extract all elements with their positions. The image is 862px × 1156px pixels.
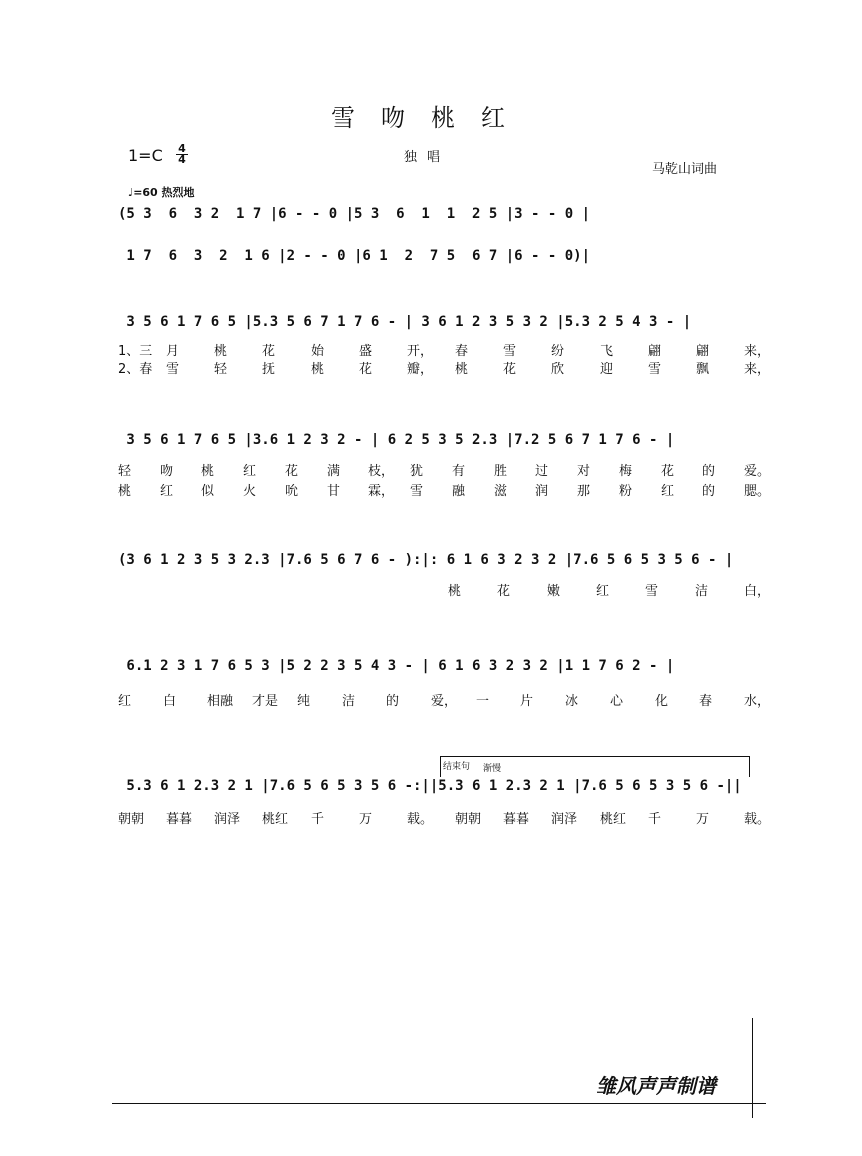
lyric-syllable: 欣	[551, 362, 565, 377]
lyric-syllable: 红	[596, 584, 610, 599]
lyric-syllable: 洁	[695, 584, 709, 599]
lyric-syllable: 白，	[744, 584, 771, 599]
lyric-syllable: 花	[497, 584, 511, 599]
lyric-syllable: 载。	[744, 812, 771, 827]
notes-5: (3 6 1 2 3 5 3 2.3 |7.6 5 6 7 6 - ):|: 6 1 6 3 2 3 2 |7.6 5 6 5 3 5 6 - |	[118, 552, 734, 568]
lyric-syllable: 红	[661, 484, 675, 499]
lyric-syllable: 一	[476, 694, 490, 709]
lyric-syllable: 飞	[600, 344, 614, 359]
footer-vertical-rule	[752, 1018, 753, 1118]
lyric-syllable: 融	[452, 484, 466, 499]
lyric-syllable: 红	[118, 694, 132, 709]
lyric-syllable: 轻	[214, 362, 228, 377]
notes-7: 5.3 6 1 2.3 2 1 |7.6 5 6 5 3 5 6 -:||5.3 6 1 2.3 2 1 |7.6 5 6 5 3 5 6 -||	[118, 778, 742, 794]
lyric-syllable: 梅	[619, 464, 633, 479]
lyric-syllable: 胜	[494, 464, 508, 479]
lyric-syllable: 万	[359, 812, 373, 827]
staff-line-2	[0, 248, 862, 272]
lyric-syllable: 化	[655, 694, 669, 709]
composer-credit: 马乾山词曲	[652, 162, 718, 177]
staff-line-5	[0, 552, 862, 576]
lyric-syllable: 始	[311, 344, 325, 359]
notes-3: 3 5 6 1 7 6 5 |5.3 5 6 7 1 7 6 - | 3 6 1 2 3 5 3 2 |5.3 2 5 4 3 - |	[118, 314, 692, 330]
lyric-syllable: 爱。	[744, 464, 771, 479]
lyric-syllable: 桃	[201, 464, 215, 479]
lyric-syllable: 的	[386, 694, 400, 709]
lyric-syllable: 春	[455, 344, 469, 359]
lyric-syllable: 桃	[448, 584, 462, 599]
genre-label: 独唱	[404, 150, 451, 165]
lyric-syllable: 那	[577, 484, 591, 499]
lyric-syllable: 花	[285, 464, 299, 479]
lyric-syllable: 2、春	[118, 362, 153, 377]
lyric-syllable: 花	[503, 362, 517, 377]
lyric-syllable: 桃红	[600, 812, 627, 827]
time-signature	[176, 144, 188, 165]
lyric-syllable: 桃	[214, 344, 228, 359]
lyric-syllable: 的	[702, 484, 716, 499]
lyric-syllable: 吮	[285, 484, 299, 499]
lyric-syllable: 桃	[455, 362, 469, 377]
lyric-syllable: 枝，	[368, 464, 395, 479]
key-signature: 1=C	[128, 146, 163, 165]
lyric-syllable: 对	[577, 464, 591, 479]
lyric-syllable: 雪	[648, 362, 662, 377]
staff-line-4	[0, 432, 862, 456]
lyric-syllable: 飘	[696, 362, 710, 377]
lyric-syllable: 抚	[262, 362, 276, 377]
notes-1: (5 3 6 3 2 1 7 |6 - - 0 |5 3 6 1 1 2 5 |3 - - 0 |	[118, 206, 591, 222]
lyric-syllable: 吻	[160, 464, 174, 479]
lyric-syllable: 花	[359, 362, 373, 377]
lyric-syllable: 翩	[648, 344, 662, 359]
lyric-syllable: 相融	[207, 694, 234, 709]
lyric-syllable: 桃红	[262, 812, 289, 827]
lyric-syllable: 润泽	[214, 812, 241, 827]
lyric-syllable: 过	[535, 464, 549, 479]
time-bottom: 4	[178, 153, 186, 166]
lyric-syllable: 霖，	[368, 484, 395, 499]
lyric-syllable: 朝朝	[118, 812, 145, 827]
lyric-syllable: 冰	[565, 694, 579, 709]
staff-line-3	[0, 314, 862, 338]
transcriber-credit: 雏风声声制谱	[596, 1074, 716, 1098]
footer-rule	[112, 1103, 766, 1104]
lyric-syllable: 盛	[359, 344, 373, 359]
lyric-syllable: 的	[702, 464, 716, 479]
lyric-syllable: 载。	[407, 812, 434, 827]
lyric-syllable: 满	[327, 464, 341, 479]
ending-label: 结束句	[443, 762, 471, 772]
lyric-syllable: 万	[696, 812, 710, 827]
tempo-marking: ♩=60 热烈地	[128, 186, 195, 199]
lyric-syllable: 花	[661, 464, 675, 479]
lyric-syllable: 腮。	[744, 484, 771, 499]
lyric-syllable: 春	[699, 694, 713, 709]
staff-line-7	[0, 778, 862, 802]
lyric-syllable: 润泽	[551, 812, 578, 827]
lyric-syllable: 滋	[494, 484, 508, 499]
lyric-syllable: 1、三	[118, 344, 153, 359]
lyric-syllable: 轻	[118, 464, 132, 479]
ending-bracket	[440, 756, 750, 777]
notes-4: 3 5 6 1 7 6 5 |3.6 1 2 3 2 - | 6 2 5 3 5 2.3 |7.2 5 6 7 1 7 6 - |	[118, 432, 675, 448]
lyric-syllable: 火	[243, 484, 257, 499]
lyric-syllable: 开，	[407, 344, 434, 359]
lyric-syllable: 雪	[410, 484, 424, 499]
lyric-syllable: 雪	[645, 584, 659, 599]
notes-2: 1 7 6 3 2 1 6 |2 - - 0 |6 1 2 7 5 6 7 |6 - - 0)|	[118, 248, 591, 264]
lyric-syllable: 雪	[166, 362, 180, 377]
lyric-syllable: 白	[163, 694, 177, 709]
lyric-syllable: 纯	[297, 694, 311, 709]
lyric-syllable: 朝朝	[455, 812, 482, 827]
lyric-syllable: 润	[535, 484, 549, 499]
lyric-syllable: 花	[262, 344, 276, 359]
lyric-syllable: 嫩	[547, 584, 561, 599]
lyric-syllable: 来，	[744, 344, 771, 359]
staff-line-6	[0, 658, 862, 682]
lyric-syllable: 桃	[311, 362, 325, 377]
lyric-syllable: 瓣，	[407, 362, 434, 377]
page-title: 雪吻桃红	[331, 104, 531, 132]
lyric-syllable: 红	[160, 484, 174, 499]
lyric-syllable: 桃	[118, 484, 132, 499]
notes-6: 6.1 2 3 1 7 6 5 3 |5 2 2 3 5 4 3 - | 6 1 6 3 2 3 2 |1 1 7 6 2 - |	[118, 658, 675, 674]
lyric-syllable: 千	[648, 812, 662, 827]
lyric-syllable: 雪	[503, 344, 517, 359]
lyric-syllable: 暮暮	[166, 812, 193, 827]
slowing-label: 渐慢	[483, 764, 502, 774]
lyric-syllable: 翩	[696, 344, 710, 359]
lyric-syllable: 片	[520, 694, 534, 709]
lyric-syllable: 犹	[410, 464, 424, 479]
lyric-syllable: 洁	[342, 694, 356, 709]
lyric-syllable: 粉	[619, 484, 633, 499]
lyric-syllable: 有	[452, 464, 466, 479]
staff-line-1	[0, 206, 862, 230]
lyric-syllable: 水，	[744, 694, 771, 709]
lyric-syllable: 才是	[252, 694, 279, 709]
lyric-syllable: 甘	[327, 484, 341, 499]
lyric-syllable: 似	[201, 484, 215, 499]
lyric-syllable: 心	[610, 694, 624, 709]
lyric-syllable: 月	[166, 344, 180, 359]
time-top: 4	[176, 144, 188, 155]
lyric-syllable: 红	[243, 464, 257, 479]
lyric-syllable: 纷	[551, 344, 565, 359]
lyric-syllable: 迎	[600, 362, 614, 377]
lyric-syllable: 爱，	[431, 694, 458, 709]
lyric-syllable: 千	[311, 812, 325, 827]
lyric-syllable: 暮暮	[503, 812, 530, 827]
lyric-syllable: 来，	[744, 362, 771, 377]
